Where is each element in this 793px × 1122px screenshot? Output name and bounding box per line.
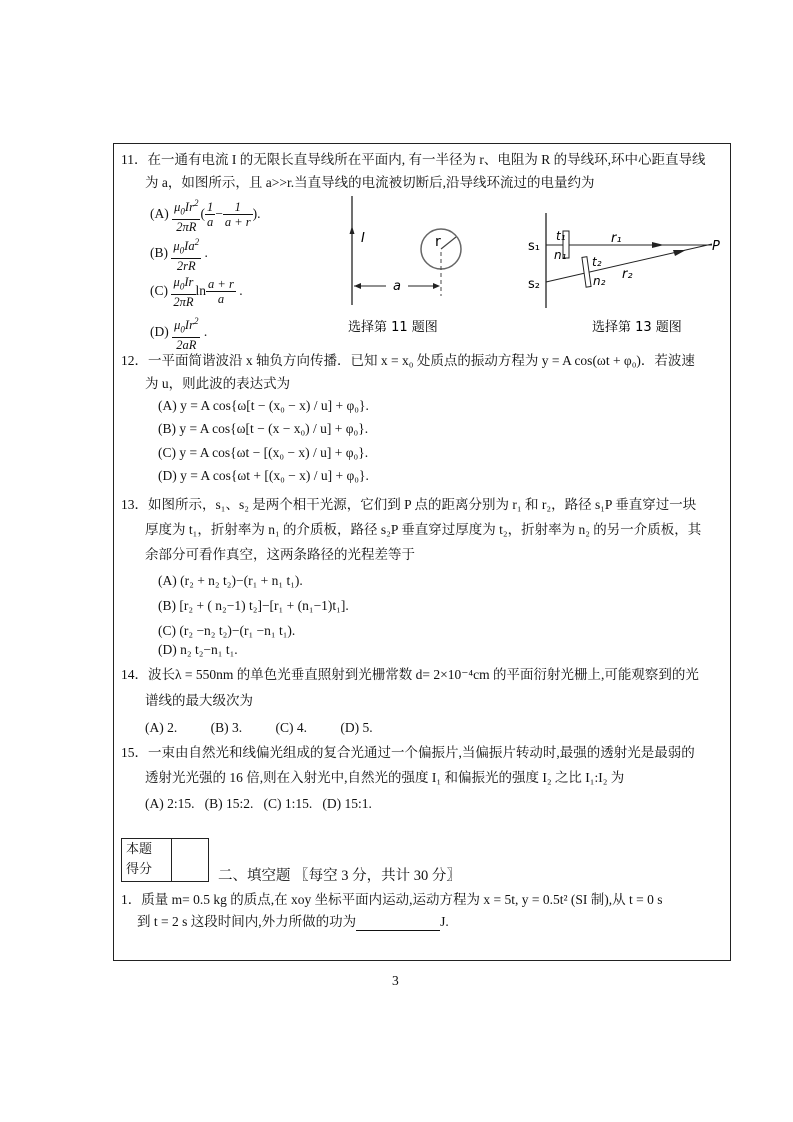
q12-option-b: (B) y = A cos{ω[t − (x − x₀) / u] + φ₀}. bbox=[158, 421, 369, 436]
figure-13-caption: 选择第 13 题图 bbox=[592, 320, 682, 335]
q15-option-b: (B) 15:2. bbox=[204, 796, 254, 811]
page-number: 3 bbox=[392, 973, 399, 988]
f1-text-line1: 1．质量 m= 0.5 kg 的质点,在 xoy 坐标平面内运动,运动方程为 x = 5t, y = 0.5t² (SI 制),从 t = 0 s bbox=[121, 892, 663, 907]
q15-options bbox=[145, 795, 372, 813]
score-label-2: 得分 bbox=[126, 861, 153, 876]
q14-text-line2: 谱线的最大级次为 bbox=[145, 693, 253, 708]
q13-option-b: (B) [r₂ + ( n₂−1) t₂]−[r₁ + (n₁−1)t₁]. bbox=[158, 598, 349, 613]
f1-text-line2 bbox=[137, 913, 449, 931]
q13-option-d: (D) n₂ t₂−n₁ t₁. bbox=[158, 642, 238, 657]
q13-option-a: (A) (r₂ + n₂ t₂)−(r₁ + n₁ t₁). bbox=[158, 573, 303, 588]
q11-text-line2: 为 a，如图所示，且 a>>r.当直导线的电流被切断后,沿导线环流过的电量约为 bbox=[145, 175, 595, 190]
q11-option-a: (A) $\frac{\mu_0Ir^2}{2\pi R}$ ( $\frac{1}{a}$ − $\frac{1}{a + r}$ ). bbox=[150, 198, 261, 234]
section-title: 二、填空题 〖每空 3 分，共计 30 分〗 bbox=[218, 868, 461, 884]
q14-text-line1: 14．波长λ = 550nm 的单色光垂直照射到光栅常数 d= 2×10⁻⁴cm 的平面衍射光栅上,可能观察到的光 bbox=[121, 667, 699, 682]
q12-option-d: (D) y = A cos{ωt + [(x₀ − x) / u] + φ₀}. bbox=[158, 468, 369, 483]
figure-13 bbox=[0, 0, 793, 340]
q12-option-a: (A) y = A cos{ω[t − (x₀ − x) / u] + φ₀}. bbox=[158, 398, 369, 413]
radius-label: r bbox=[435, 234, 441, 250]
n2-label: n₂ bbox=[593, 274, 606, 288]
r2-label: r₂ bbox=[622, 267, 633, 282]
q13-text-line2: 厚度为 t₁，折射率为 n₁ 的介质板，路径 s₂P 垂直穿过厚度为 t₂，折射率为 n₂ 的另一介质板，其 bbox=[145, 522, 702, 537]
t1-label: t₁ bbox=[556, 229, 566, 243]
q14-option-a: (A) 2. bbox=[145, 720, 178, 735]
f1-line2-text: 到 t = 2 s 这段时间内,外力所做的功为 bbox=[137, 914, 357, 929]
q15-option-d: (D) 15:1. bbox=[322, 796, 372, 811]
option-label: (B) bbox=[150, 244, 168, 260]
q15-option-c: (C) 1:15. bbox=[263, 796, 313, 811]
q13-text-line3: 余部分可看作真空，这两条路径的光程差等于 bbox=[145, 547, 415, 562]
s2-label: s₂ bbox=[528, 277, 540, 292]
q12-option-c: (C) y = A cos{ωt − [(x₀ − x) / u] + φ₀}. bbox=[158, 445, 369, 460]
q13-option-c: (C) (r₂ −n₂ t₂)−(r₁ −n₁ t₁). bbox=[158, 623, 296, 638]
t2-label: t₂ bbox=[592, 255, 602, 269]
s1-label: s₁ bbox=[528, 239, 540, 254]
option-label: (D) bbox=[150, 323, 169, 339]
unit-label: J. bbox=[440, 914, 449, 929]
figure-11-caption: 选择第 11 题图 bbox=[348, 320, 438, 335]
q13-text-line1: 13．如图所示，s₁、s₂ 是两个相干光源，它们到 P 点的距离分别为 r₁ 和 r₂，路径 s₁P 垂直穿过一块 bbox=[121, 497, 697, 512]
r1-label: r₁ bbox=[611, 231, 622, 246]
q14-option-b: (B) 3. bbox=[210, 720, 243, 735]
score-label-1: 本题 bbox=[126, 841, 153, 856]
q14-option-d: (D) 5. bbox=[340, 720, 373, 735]
q11-option-b: (B) $\frac{\mu_0Ia^2}{2rR}$ . bbox=[150, 237, 208, 273]
q12-text-line1: 12．一平面简谐波沿 x 轴负方向传播．已知 x = x₀ 处质点的振动方程为 y = A cos(ωt + φ₀)．若波速 bbox=[121, 353, 695, 368]
q15-text-line2: 透射光光强的 16 倍,则在入射光中,自然光的强度 I₁ 和偏振光的强度 I₂ 之比 I₁:I₂ 为 bbox=[145, 770, 625, 785]
current-label: I bbox=[361, 231, 365, 246]
option-label: (C) bbox=[150, 282, 168, 298]
score-box bbox=[121, 838, 209, 882]
q15-text-line1: 15．一束由自然光和线偏光组成的复合光通过一个偏振片,当偏振片转动时,最强的透射光是最弱的 bbox=[121, 745, 695, 760]
q11-option-c: (C) $\frac{\mu_0Ir}{2\pi R}$ ln $\frac{a + r}{a}$ . bbox=[150, 275, 243, 309]
q14-options bbox=[145, 719, 373, 737]
answer-blank[interactable] bbox=[356, 916, 440, 931]
q14-option-c: (C) 4. bbox=[275, 720, 307, 735]
n1-label: n₁ bbox=[554, 248, 567, 262]
q11-text-line1: 11．在一通有电流 I 的无限长直导线所在平面内, 有一半径为 r、电阻为 R 的导线环,环中心距直导线 bbox=[121, 152, 706, 167]
q15-option-a: (A) 2:15. bbox=[145, 796, 195, 811]
option-label: (A) bbox=[150, 205, 169, 221]
q12-text-line2: 为 u，则此波的表达式为 bbox=[145, 376, 291, 391]
p-label: P bbox=[712, 239, 720, 254]
distance-label: a bbox=[393, 279, 401, 294]
q11-option-d: (D) $\frac{\mu_0Ir^2}{2aR}$ . bbox=[150, 316, 208, 352]
